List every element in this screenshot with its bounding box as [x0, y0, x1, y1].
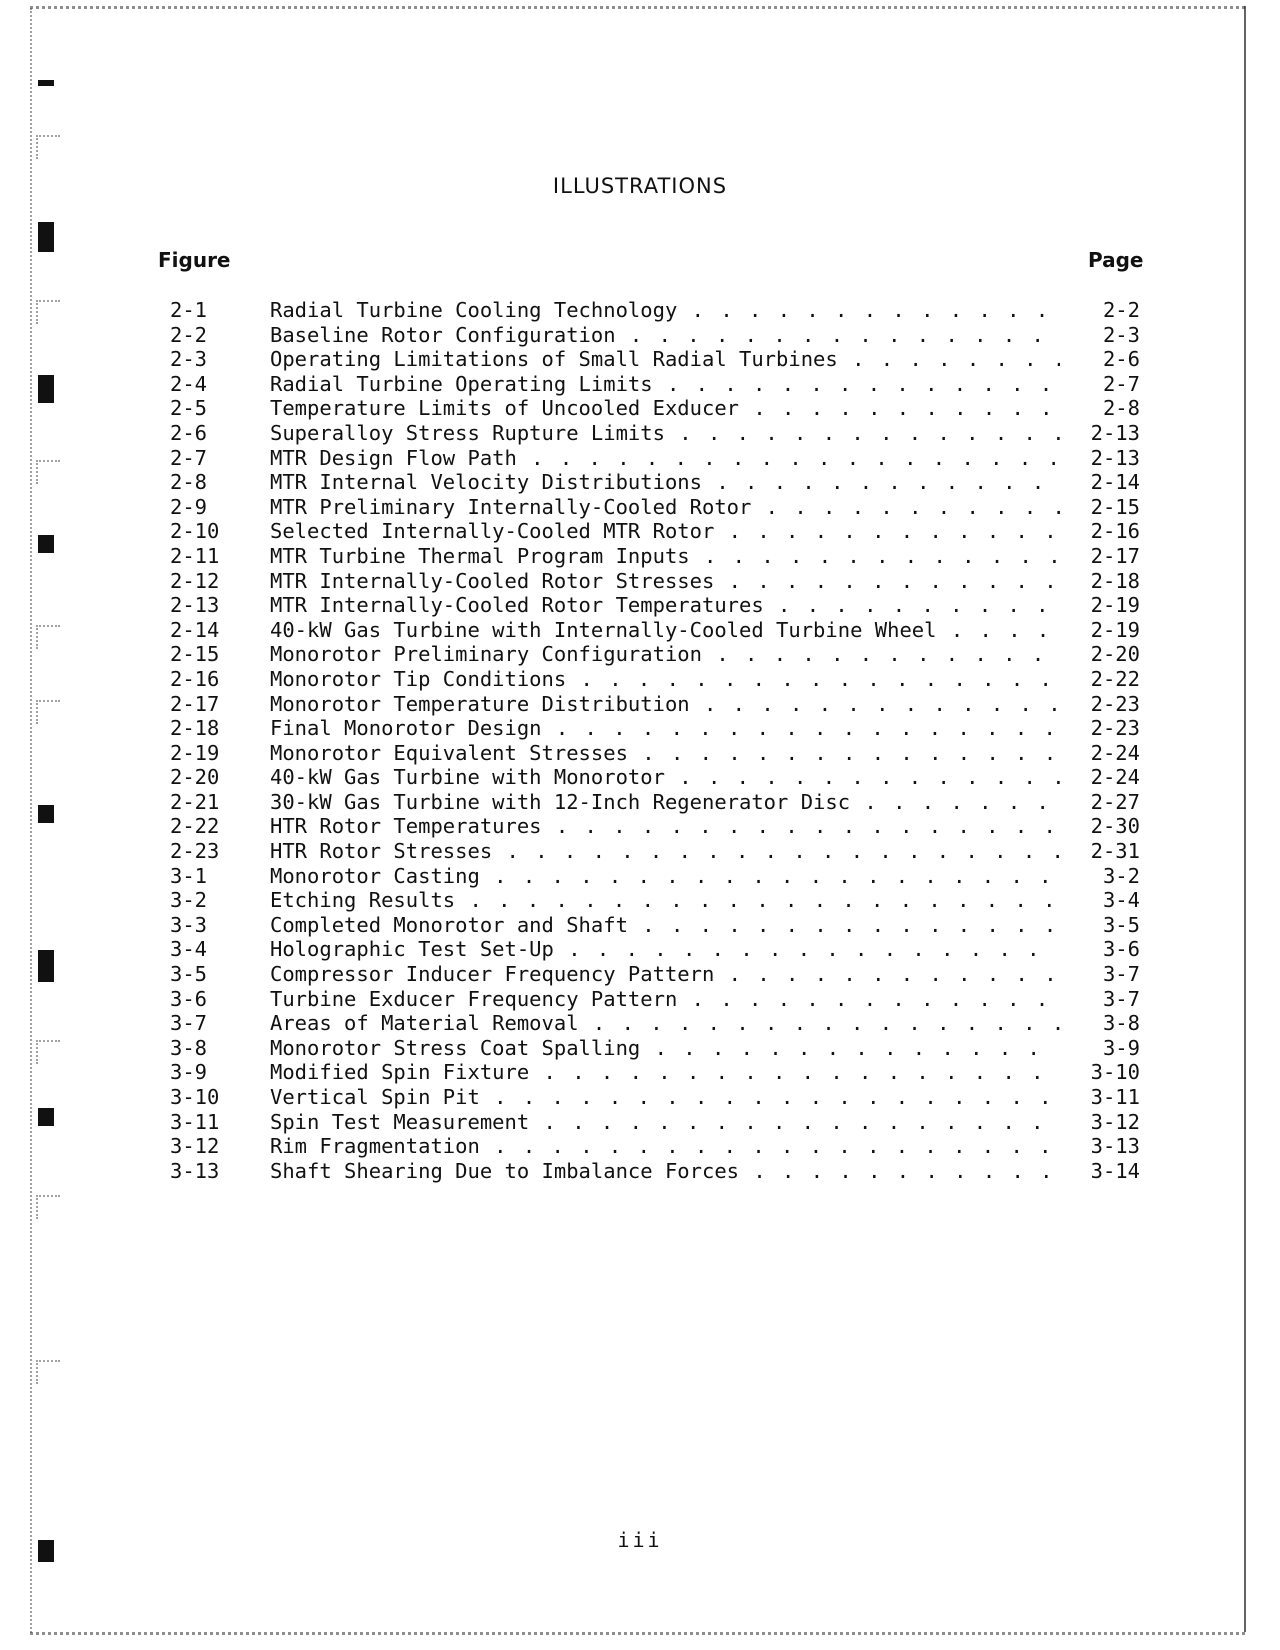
- scan-speckle: [36, 300, 60, 324]
- figure-number: 2-5: [170, 396, 208, 421]
- figure-number: 2-14: [170, 617, 220, 642]
- page-reference: 3-6: [1102, 937, 1140, 962]
- scan-border-left: [30, 8, 36, 1633]
- binder-hole-mark: [38, 375, 54, 403]
- page-column-header: Page: [1088, 248, 1144, 272]
- list-item: [170, 962, 1140, 987]
- page-reference: 2-6: [1102, 347, 1140, 372]
- scan-border-top: [30, 6, 1245, 12]
- scan-border-bottom: [30, 1632, 1245, 1638]
- list-item: [170, 298, 1140, 323]
- scan-speckle: [36, 460, 60, 484]
- figure-caption: Monorotor Stress Coat Spalling . . .: [270, 1036, 1060, 1061]
- list-item: [170, 790, 1140, 815]
- page-reference: 2-23: [1090, 716, 1140, 741]
- figure-caption: Vertical Spin Pit . . .: [270, 1085, 1060, 1110]
- figure-number: 2-22: [170, 814, 220, 839]
- figure-number: 3-9: [170, 1060, 208, 1085]
- page-reference: 3-7: [1102, 962, 1140, 987]
- figure-caption: Monorotor Equivalent Stresses . . .: [270, 741, 1060, 766]
- page-reference: 2-31: [1090, 839, 1140, 864]
- page-reference: 2-13: [1090, 445, 1140, 470]
- page-reference: 3-5: [1102, 912, 1140, 937]
- page-reference: 2-8: [1102, 396, 1140, 421]
- page-reference: 2-16: [1090, 519, 1140, 544]
- figure-number: 3-11: [170, 1109, 220, 1134]
- page-reference: 2-24: [1090, 765, 1140, 790]
- figure-number: 3-1: [170, 863, 208, 888]
- scan-speckle: [36, 625, 60, 649]
- figure-number: 2-1: [170, 298, 208, 322]
- figure-caption: Modified Spin Fixture . . .: [270, 1060, 1060, 1085]
- figure-number: 2-15: [170, 642, 220, 667]
- figure-caption: Areas of Material Removal . . .: [270, 1011, 1060, 1036]
- list-item: [170, 519, 1140, 544]
- figure-caption: Superalloy Stress Rupture Limits . . .: [270, 421, 1060, 446]
- scan-border-right: [1244, 6, 1246, 1632]
- figure-caption: Rim Fragmentation . . .: [270, 1134, 1060, 1159]
- list-item: [170, 1036, 1140, 1061]
- scan-speckle: [36, 1360, 60, 1384]
- figure-number: 2-17: [170, 691, 220, 716]
- figure-caption: Holographic Test Set-Up . . .: [270, 937, 1060, 962]
- page-reference: 3-11: [1090, 1085, 1140, 1109]
- list-item: [170, 372, 1140, 397]
- figure-number: 2-9: [170, 494, 208, 519]
- list-item: [170, 446, 1140, 471]
- page-reference: 2-13: [1090, 420, 1140, 445]
- figure-caption: Shaft Shearing Due to Imbalance Forces . . .: [270, 1159, 1060, 1184]
- figure-caption: HTR Rotor Stresses . . .: [270, 839, 1060, 864]
- scan-speckle: [36, 1195, 60, 1219]
- figure-number: 3-5: [170, 962, 208, 987]
- figure-number: 3-13: [170, 1158, 220, 1183]
- figure-caption: Selected Internally-Cooled MTR Rotor . . .: [270, 519, 1060, 544]
- figure-caption: Baseline Rotor Configuration . . .: [270, 323, 1060, 348]
- binder-hole-mark: [38, 80, 54, 86]
- list-item: [170, 470, 1140, 495]
- list-item: [170, 888, 1140, 913]
- figure-caption: 40-kW Gas Turbine with Monorotor . . .: [270, 765, 1060, 790]
- figure-number: 3-2: [170, 888, 208, 913]
- figure-number: 2-13: [170, 593, 220, 618]
- figure-number: 2-4: [170, 371, 208, 396]
- page-reference: 2-19: [1090, 617, 1140, 642]
- figure-number: 2-20: [170, 765, 220, 790]
- list-item: [170, 864, 1140, 889]
- page-reference: 3-8: [1102, 1011, 1140, 1036]
- figure-number: 2-8: [170, 470, 208, 495]
- figure-number: 2-11: [170, 543, 220, 568]
- figure-caption: Temperature Limits of Uncooled Exducer . . .: [270, 396, 1060, 421]
- scan-speckle: [36, 135, 60, 159]
- list-item: [170, 569, 1140, 594]
- figure-number: 2-12: [170, 568, 220, 593]
- figure-caption: MTR Internally-Cooled Rotor Stresses . . .: [270, 569, 1060, 594]
- page-reference: 2-30: [1090, 814, 1140, 839]
- figure-number: 2-2: [170, 322, 208, 347]
- list-item: [170, 323, 1140, 348]
- page-reference: 3-10: [1090, 1060, 1140, 1085]
- figure-number: 2-23: [170, 839, 220, 864]
- figure-caption: Etching Results . . .: [270, 888, 1060, 913]
- page-number: iii: [617, 1528, 663, 1552]
- list-item: [170, 421, 1140, 446]
- binder-hole-mark: [38, 950, 54, 982]
- page-reference: 2-23: [1090, 691, 1140, 716]
- page-reference: 2-15: [1090, 494, 1140, 519]
- binder-hole-mark: [38, 222, 54, 252]
- list-item: [170, 1011, 1140, 1036]
- page-reference: 2-17: [1090, 543, 1140, 568]
- list-item: [170, 667, 1140, 692]
- page-reference: 3-14: [1090, 1158, 1140, 1183]
- binder-hole-mark: [38, 805, 54, 823]
- page-reference: 3-12: [1090, 1109, 1140, 1134]
- figure-caption: MTR Internal Velocity Distributions . . .: [270, 470, 1060, 495]
- binder-hole-mark: [38, 1108, 54, 1126]
- figure-caption: 40-kW Gas Turbine with Internally-Cooled Turbine Wheel . . .: [270, 618, 1060, 643]
- page-reference: 2-3: [1102, 322, 1140, 347]
- scan-speckle: [36, 1040, 60, 1064]
- page-reference: 2-14: [1090, 470, 1140, 495]
- figure-number: 2-10: [170, 519, 220, 544]
- list-item: [170, 1060, 1140, 1085]
- scan-speckle: [36, 700, 60, 724]
- list-item: [170, 1110, 1140, 1135]
- page-reference: 2-18: [1090, 568, 1140, 593]
- list-item: [170, 1159, 1140, 1184]
- figure-caption: MTR Preliminary Internally-Cooled Rotor . . .: [270, 495, 1060, 520]
- list-item: [170, 593, 1140, 618]
- figure-caption: Radial Turbine Cooling Technology . . .: [270, 298, 1060, 323]
- figure-number: 2-7: [170, 445, 208, 470]
- figure-number: 3-12: [170, 1134, 220, 1159]
- list-item: [170, 716, 1140, 741]
- figure-number: 2-18: [170, 716, 220, 741]
- list-item: [170, 692, 1140, 717]
- figure-number: 3-4: [170, 937, 208, 962]
- page-reference: 2-27: [1090, 789, 1140, 814]
- figure-caption: Monorotor Preliminary Configuration . . .: [270, 642, 1060, 667]
- figure-caption: MTR Design Flow Path . . .: [270, 446, 1060, 471]
- page-reference: 2-22: [1090, 666, 1140, 691]
- list-item: [170, 814, 1140, 839]
- page-reference: 2-2: [1102, 298, 1140, 322]
- list-item: [170, 642, 1140, 667]
- list-item: [170, 913, 1140, 938]
- figure-number: 2-6: [170, 420, 208, 445]
- figure-caption: 30-kW Gas Turbine with 12-Inch Regenerator Disc . . .: [270, 790, 1060, 815]
- page-title: ILLUSTRATIONS: [552, 174, 728, 198]
- figure-number: 3-6: [170, 986, 208, 1011]
- figure-number: 3-10: [170, 1085, 220, 1109]
- page-reference: 3-2: [1102, 863, 1140, 888]
- illustrations-list: [170, 298, 1140, 1183]
- list-item: [170, 1085, 1140, 1110]
- figure-caption: Monorotor Temperature Distribution . . .: [270, 692, 1060, 717]
- list-item: [170, 544, 1140, 569]
- figure-number: 2-19: [170, 740, 220, 765]
- page-reference: 3-13: [1090, 1134, 1140, 1159]
- figure-caption: Compressor Inducer Frequency Pattern . . .: [270, 962, 1060, 987]
- figure-caption: Completed Monorotor and Shaft . . .: [270, 913, 1060, 938]
- list-item: [170, 396, 1140, 421]
- page-reference: 2-20: [1090, 642, 1140, 667]
- figure-number: 3-7: [170, 1011, 208, 1036]
- list-item: [170, 618, 1140, 643]
- figure-caption: HTR Rotor Temperatures . . .: [270, 814, 1060, 839]
- figure-number: 2-21: [170, 789, 220, 814]
- figure-caption: Monorotor Casting . . .: [270, 864, 1060, 889]
- list-item: [170, 347, 1140, 372]
- figure-column-header: Figure: [158, 248, 231, 272]
- figure-number: 3-3: [170, 912, 208, 937]
- figure-caption: Radial Turbine Operating Limits . . .: [270, 372, 1060, 397]
- list-item: [170, 937, 1140, 962]
- list-item: [170, 495, 1140, 520]
- figure-caption: Monorotor Tip Conditions . . .: [270, 667, 1060, 692]
- list-item: [170, 1134, 1140, 1159]
- figure-caption: Final Monorotor Design . . .: [270, 716, 1060, 741]
- page-reference: 2-24: [1090, 740, 1140, 765]
- figure-number: 2-16: [170, 666, 220, 691]
- page-reference: 3-9: [1102, 1035, 1140, 1060]
- figure-caption: Spin Test Measurement . . .: [270, 1110, 1060, 1135]
- figure-number: 3-8: [170, 1035, 208, 1060]
- figure-caption: MTR Internally-Cooled Rotor Temperatures . . .: [270, 593, 1060, 618]
- list-item: [170, 839, 1140, 864]
- page-reference: 3-7: [1102, 986, 1140, 1011]
- list-item: [170, 741, 1140, 766]
- list-item: [170, 987, 1140, 1012]
- page-reference: 2-7: [1102, 371, 1140, 396]
- page-reference: 3-4: [1102, 888, 1140, 913]
- figure-number: 2-3: [170, 347, 208, 372]
- list-item: [170, 765, 1140, 790]
- figure-caption: MTR Turbine Thermal Program Inputs . . .: [270, 544, 1060, 569]
- binder-hole-mark: [38, 535, 54, 553]
- figure-caption: Operating Limitations of Small Radial Turbines . . .: [270, 347, 1060, 372]
- figure-caption: Turbine Exducer Frequency Pattern . . .: [270, 987, 1060, 1012]
- page-reference: 2-19: [1090, 593, 1140, 618]
